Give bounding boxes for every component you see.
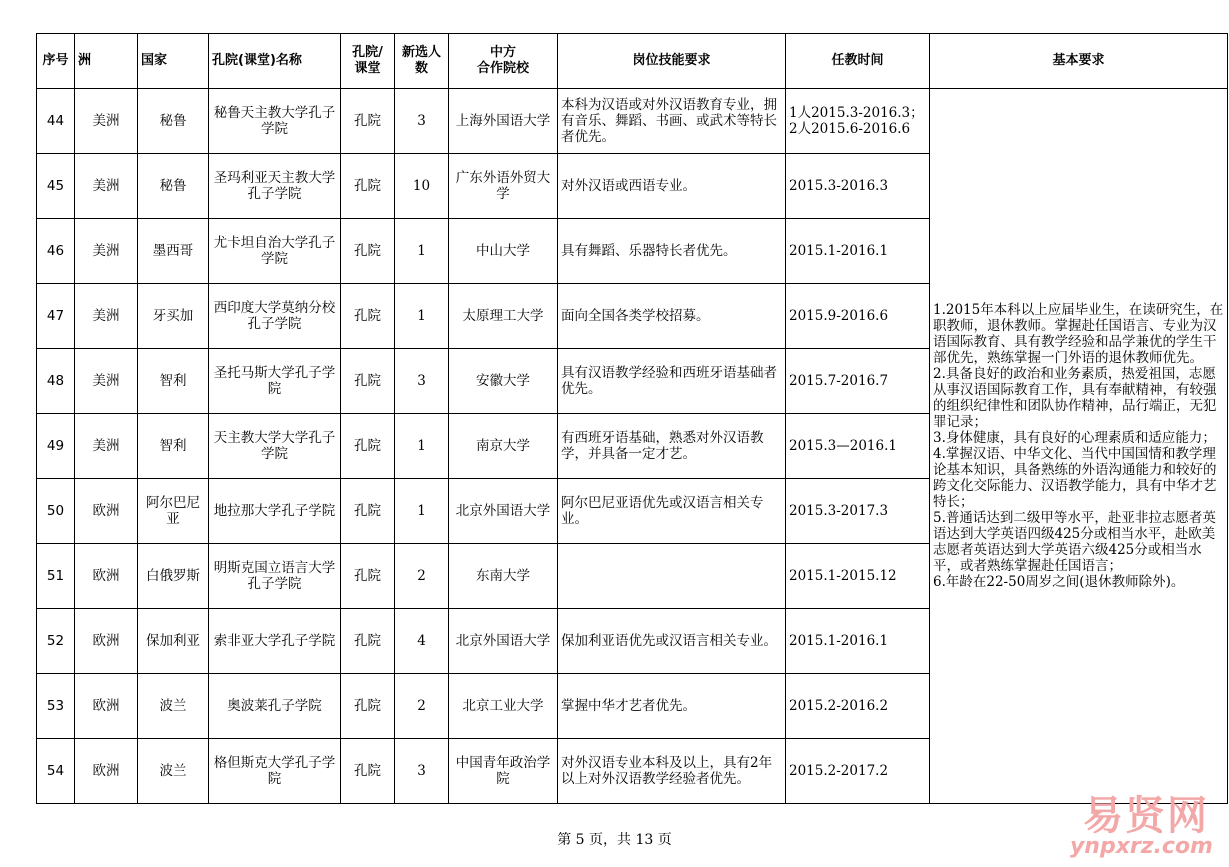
- cell-skills: 保加利亚语优先或汉语言相关专业。: [558, 609, 786, 674]
- cell-type: 孔院: [341, 349, 395, 414]
- cell-term: 2015.2-2017.2: [786, 739, 930, 804]
- cell-skills: 本科为汉语或对外汉语教育专业，拥有音乐、舞蹈、书画、或武术等特长者优先。: [558, 89, 786, 154]
- cell-partner: 广东外语外贸大学: [449, 154, 558, 219]
- cell-partner: 中国青年政治学院: [449, 739, 558, 804]
- cell-term: 2015.1-2016.1: [786, 219, 930, 284]
- cell-country: 秘鲁: [138, 89, 209, 154]
- cell-type: 孔院: [341, 154, 395, 219]
- cell-term: 2015.3-2016.3: [786, 154, 930, 219]
- cell-count: 1: [395, 414, 449, 479]
- cell-partner: 南京大学: [449, 414, 558, 479]
- header-partner: 中方 合作院校: [449, 34, 558, 89]
- cell-seq: 51: [37, 544, 75, 609]
- cell-seq: 47: [37, 284, 75, 349]
- cell-partner: 上海外国语大学: [449, 89, 558, 154]
- cell-institute: 格但斯克大学孔子学院: [209, 739, 341, 804]
- cell-seq: 45: [37, 154, 75, 219]
- cell-continent: 美洲: [75, 154, 138, 219]
- table-row: [37, 89, 1228, 154]
- cell-seq: 53: [37, 674, 75, 739]
- cell-institute: 西印度大学莫纳分校孔子学院: [209, 284, 341, 349]
- cell-type: 孔院: [341, 89, 395, 154]
- cell-partner: 北京外国语大学: [449, 609, 558, 674]
- cell-type: 孔院: [341, 674, 395, 739]
- watermark-logo-text: 易贤网: [1083, 793, 1209, 839]
- cell-continent: 美洲: [75, 414, 138, 479]
- requirement-item: 4.掌握汉语、中华文化、当代中国国情和教学理论基本知识，具备熟练的外语沟通能力和较好的跨文化交际能力、汉语教学能力，具有中华才艺特长；: [933, 446, 1217, 510]
- cell-skills: 对外汉语专业本科及以上，具有2年以上对外汉语教学经验者优先。: [558, 739, 786, 804]
- cell-continent: 欧洲: [75, 479, 138, 544]
- site-watermark: [1065, 795, 1215, 861]
- cell-type: 孔院: [341, 479, 395, 544]
- cell-institute: 地拉那大学孔子学院: [209, 479, 341, 544]
- cell-seq: 44: [37, 89, 75, 154]
- cell-country: 墨西哥: [138, 219, 209, 284]
- cell-count: 1: [395, 479, 449, 544]
- requirement-item: 2.具备良好的政治和业务素质，热爱祖国，志愿从事汉语国际教育工作，具有奉献精神，有较强的组织纪律性和团队协作精神，品行端正，无犯罪记录；: [933, 366, 1217, 430]
- cell-institute: 尤卡坦自治大学孔子学院: [209, 219, 341, 284]
- header-basic: 基本要求: [930, 34, 1228, 89]
- cell-seq: 46: [37, 219, 75, 284]
- cell-institute: 圣托马斯大学孔子学院: [209, 349, 341, 414]
- cell-count: 3: [395, 89, 449, 154]
- cell-type: 孔院: [341, 219, 395, 284]
- cell-seq: 48: [37, 349, 75, 414]
- cell-term: 2015.3-2017.3: [786, 479, 930, 544]
- cell-term: 1人2015.3-2016.3；2人2015.6-2016.6: [786, 89, 930, 154]
- header-skills: 岗位技能要求: [558, 34, 786, 89]
- header-type: 孔院/ 课堂: [341, 34, 395, 89]
- cell-type: 孔院: [341, 414, 395, 479]
- volunteer-table: [36, 33, 1228, 804]
- table-body: [37, 89, 1228, 804]
- cell-skills: 阿尔巴尼亚语优先或汉语言相关专业。: [558, 479, 786, 544]
- cell-term: 2015.3—2016.1: [786, 414, 930, 479]
- cell-count: 4: [395, 609, 449, 674]
- header-institute: 孔院(课堂)名称: [209, 34, 341, 89]
- cell-count: 3: [395, 349, 449, 414]
- header-row: [37, 34, 1228, 89]
- cell-country: 阿尔巴尼亚: [138, 479, 209, 544]
- cell-country: 智利: [138, 349, 209, 414]
- cell-institute: 奥波莱孔子学院: [209, 674, 341, 739]
- cell-count: 3: [395, 739, 449, 804]
- cell-country: 波兰: [138, 674, 209, 739]
- cell-seq: 49: [37, 414, 75, 479]
- cell-continent: 美洲: [75, 349, 138, 414]
- cell-skills: 有西班牙语基础，熟悉对外汉语教学，并具备一定才艺。: [558, 414, 786, 479]
- requirement-item: 6.年龄在22-50周岁之间(退休教师除外)。: [933, 574, 1185, 590]
- cell-partner: 太原理工大学: [449, 284, 558, 349]
- cell-count: 2: [395, 674, 449, 739]
- cell-partner: 中山大学: [449, 219, 558, 284]
- cell-country: 波兰: [138, 739, 209, 804]
- cell-continent: 欧洲: [75, 739, 138, 804]
- header-term: 任教时间: [786, 34, 930, 89]
- cell-term: 2015.1-2016.1: [786, 609, 930, 674]
- header-count: 新选人 数: [395, 34, 449, 89]
- header-country: 国家: [138, 34, 209, 89]
- cell-country: 秘鲁: [138, 154, 209, 219]
- cell-skills: 面向全国各类学校招募。: [558, 284, 786, 349]
- cell-type: 孔院: [341, 609, 395, 674]
- cell-partner: 安徽大学: [449, 349, 558, 414]
- header-seq: 序号: [37, 34, 75, 89]
- cell-continent: 美洲: [75, 219, 138, 284]
- cell-institute: 明斯克国立语言大学孔子学院: [209, 544, 341, 609]
- cell-seq: 52: [37, 609, 75, 674]
- cell-seq: 54: [37, 739, 75, 804]
- cell-country: 牙买加: [138, 284, 209, 349]
- cell-count: 10: [395, 154, 449, 219]
- cell-type: 孔院: [341, 544, 395, 609]
- requirement-item: 5.普通话达到二级甲等水平，赴亚非拉志愿者英语达到大学英语四级425分或相当水平，赴欧美志愿者英语达到大学英语六级425分或相当水平，或者熟练掌握赴任国语言；: [933, 510, 1216, 574]
- cell-term: 2015.1-2015.12: [786, 544, 930, 609]
- cell-type: 孔院: [341, 739, 395, 804]
- cell-skills: 具有舞蹈、乐器特长者优先。: [558, 219, 786, 284]
- cell-institute: 天主教大学大学孔子学院: [209, 414, 341, 479]
- cell-institute: 秘鲁天主教大学孔子学院: [209, 89, 341, 154]
- cell-count: 2: [395, 544, 449, 609]
- header-continent: 洲: [75, 34, 138, 89]
- cell-skills: 对外汉语或西语专业。: [558, 154, 786, 219]
- cell-country: 保加利亚: [138, 609, 209, 674]
- cell-type: 孔院: [341, 284, 395, 349]
- cell-skills: [558, 544, 786, 609]
- cell-skills: 具有汉语教学经验和西班牙语基础者优先。: [558, 349, 786, 414]
- cell-skills: 掌握中华才艺者优先。: [558, 674, 786, 739]
- cell-partner: 北京外国语大学: [449, 479, 558, 544]
- cell-partner: 北京工业大学: [449, 674, 558, 739]
- cell-country: 智利: [138, 414, 209, 479]
- basic-requirements-cell: [930, 89, 1228, 804]
- cell-partner: 东南大学: [449, 544, 558, 609]
- cell-continent: 欧洲: [75, 544, 138, 609]
- requirement-item: 1.2015年本科以上应届毕业生，在读研究生，在职教师，退休教师。掌握赴任国语言、专业为汉语国际教育、具有教学经验和品学兼优的学生干部优先，熟练掌握一门外语的退休教师优先。: [933, 302, 1224, 366]
- cell-term: 2015.2-2016.2: [786, 674, 930, 739]
- requirement-item: 3.身体健康，具有良好的心理素质和适应能力；: [933, 430, 1216, 446]
- cell-continent: 美洲: [75, 284, 138, 349]
- watermark-url: ynpxrz.com: [1069, 834, 1213, 859]
- cell-continent: 欧洲: [75, 609, 138, 674]
- cell-continent: 欧洲: [75, 674, 138, 739]
- cell-continent: 美洲: [75, 89, 138, 154]
- cell-seq: 50: [37, 479, 75, 544]
- cell-count: 1: [395, 284, 449, 349]
- cell-term: 2015.9-2016.6: [786, 284, 930, 349]
- cell-country: 白俄罗斯: [138, 544, 209, 609]
- cell-institute: 索非亚大学孔子学院: [209, 609, 341, 674]
- page-footer: 第 5 页，共 13 页: [557, 832, 672, 848]
- cell-institute: 圣玛利亚天主教大学孔子学院: [209, 154, 341, 219]
- cell-term: 2015.7-2016.7: [786, 349, 930, 414]
- cell-count: 1: [395, 219, 449, 284]
